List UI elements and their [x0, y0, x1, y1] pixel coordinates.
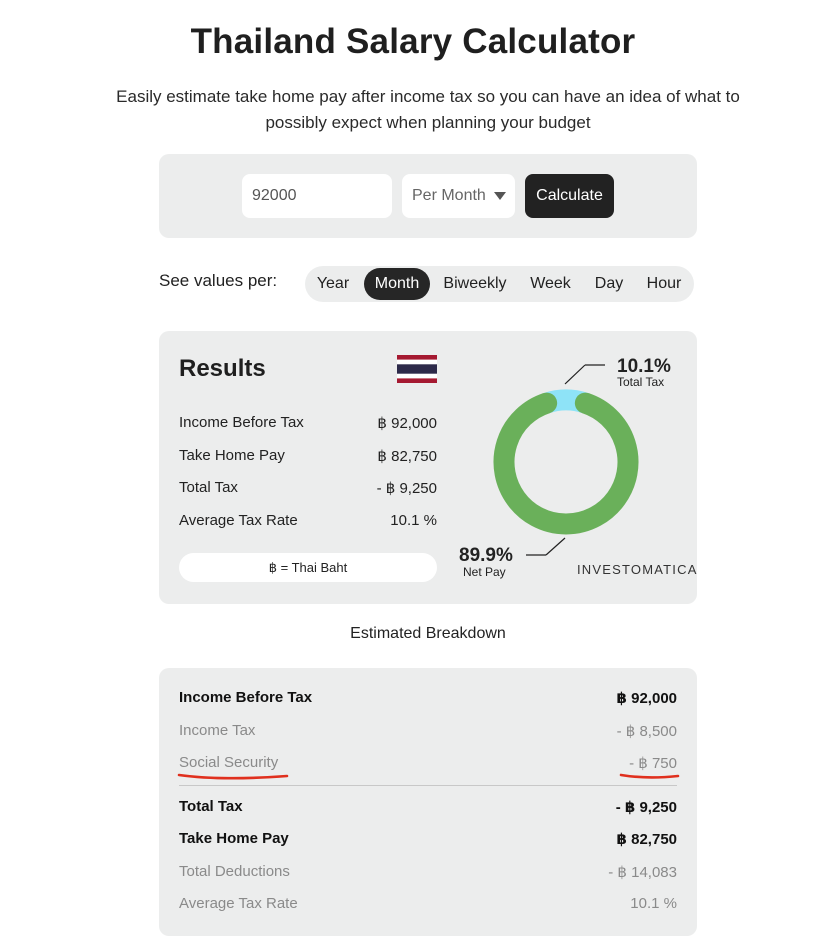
breakdown-row-total-deductions: [179, 863, 677, 885]
see-values-label: See values per:: [159, 271, 278, 290]
breakdown-value: ฿ 92,000: [616, 690, 677, 707]
breakdown-heading: Estimated Breakdown: [350, 625, 506, 642]
breakdown-row-social-security: [179, 754, 677, 776]
breakdown-value: - ฿ 750: [629, 755, 677, 772]
calculator-form: [159, 154, 697, 238]
caret-down-icon: [494, 192, 506, 200]
breakdown-row-income-before-tax: [179, 689, 677, 711]
result-label: Average Tax Rate: [179, 512, 298, 529]
tab-day[interactable]: Day: [594, 275, 624, 292]
result-value: - ฿ 9,250: [376, 480, 437, 497]
page-title: Thailand Salary Calculator: [190, 22, 636, 61]
page-subtitle: Easily estimate take home pay after income tax so you can have an idea of what to possibly expect when planning your budget: [116, 87, 740, 132]
result-row-income-before-tax: [179, 414, 437, 436]
net-pay-series-label: Net Pay: [463, 565, 506, 579]
pay-period-selected: Per Month: [412, 187, 486, 204]
breakdown-label: Income Tax: [179, 722, 256, 739]
result-value: ฿ 82,750: [377, 448, 437, 465]
breakdown-row-total-tax: [179, 798, 677, 820]
result-value: 10.1 %: [390, 512, 437, 529]
result-label: Take Home Pay: [179, 447, 285, 464]
breakdown-value: - ฿ 8,500: [616, 723, 677, 740]
result-row-average-tax-rate: [179, 512, 437, 534]
breakdown-label: Take Home Pay: [179, 830, 289, 847]
breakdown-table: [159, 668, 697, 936]
breakdown-label: Total Deductions: [179, 863, 290, 880]
tab-biweekly[interactable]: Biweekly: [443, 275, 507, 292]
currency-note: ฿ = Thai Baht: [179, 553, 437, 582]
tab-week[interactable]: Week: [530, 275, 571, 292]
breakdown-value: - ฿ 14,083: [608, 864, 677, 881]
breakdown-row-income-tax: [179, 722, 677, 744]
result-row-total-tax: [179, 479, 437, 501]
calculate-button[interactable]: Calculate: [525, 174, 614, 218]
breakdown-value: - ฿ 9,250: [615, 799, 677, 816]
thailand-flag-icon: [397, 355, 437, 383]
results-title: Results: [179, 355, 266, 382]
breakdown-row-take-home-pay: [179, 830, 677, 852]
tax-series-label: Total Tax: [617, 375, 665, 389]
tab-year[interactable]: Year: [316, 275, 350, 292]
breakdown-value: 10.1 %: [630, 895, 677, 912]
result-label: Income Before Tax: [179, 414, 304, 431]
donut-slice-cap: [536, 393, 557, 414]
salary-amount-input[interactable]: [242, 174, 392, 218]
tab-hour[interactable]: Hour: [646, 275, 682, 292]
results-card: [159, 331, 697, 604]
tab-month[interactable]: Month: [364, 268, 430, 300]
result-row-take-home-pay: [179, 447, 437, 469]
brand-logo: INVESTOMATICA: [577, 562, 698, 577]
breakdown-row-average-tax-rate: [179, 895, 677, 917]
breakdown-label: Average Tax Rate: [179, 895, 298, 912]
breakdown-label: Total Tax: [179, 798, 243, 815]
result-value: ฿ 92,000: [377, 415, 437, 432]
pay-period-select[interactable]: [402, 174, 515, 218]
tax-percent-label: 10.1%: [617, 356, 671, 377]
donut-slice-cap: [575, 393, 596, 414]
breakdown-value: ฿ 82,750: [616, 831, 677, 848]
breakdown-label: Social Security: [179, 754, 279, 771]
net-pay-percent-label: 89.9%: [459, 545, 513, 566]
breakdown-label: Income Before Tax: [179, 689, 313, 706]
period-tabs: [305, 266, 694, 302]
breakdown-divider: [179, 785, 677, 786]
donut-slice-net-pay: [504, 403, 628, 524]
result-label: Total Tax: [179, 479, 238, 496]
